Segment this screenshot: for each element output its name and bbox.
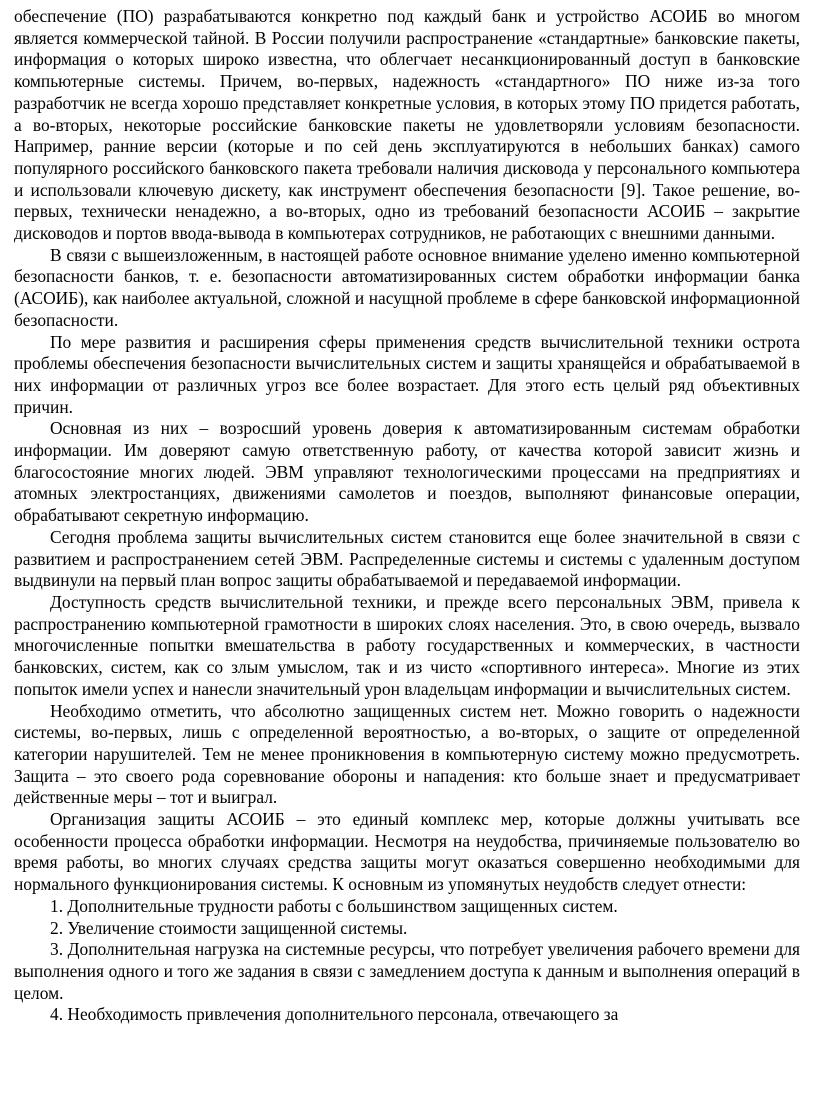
paragraph-no-absolute-security: Необходимо отметить, что абсолютно защищенных систем нет. Можно говорить о надежности системы, во-первых, лишь с определенной вероятностью, а во-вторых, о защите от определенной категории нарушителей. Тем не менее проникновения в компьютерную систему можно предусмотреть. Защита – это своего рода соревнование обороны и нападения: кто больше знает и предусматривает действенные меры – тот и выиграл. bbox=[14, 700, 800, 808]
paragraph-trust-in-systems: Основная из них – возросший уровень доверия к автоматизированным системам обработки информации. Им доверяют самую ответственную работу, от качества которой зависит жизнь и благосостояние многих людей. ЭВМ управляют технологическими процессами на предприятиях и атомных электростанциях, движениями самолетов и поездов, выполняют финансовые операции, обрабатывают секретную информацию. bbox=[14, 418, 800, 526]
paragraph-continuation: обеспечение (ПО) разрабатываются конкретно под каждый банк и устройство АСОИБ во многом является коммерческой тайной. В России получили распространение «стандартные» банковские пакеты, информация о которых широко известна, что облегчает несанкционированный доступ в банковские компьютерные системы. Причем, во-первых, надежность «стандартного» ПО ниже из-за того разработчик не всегда хорошо представляет конкретные условия, в которых этому ПО придется работать, а во-вторых, некоторые российские банковские пакеты не удовлетворяли условиям безопасности. Например, ранние версии (которые и по сей день эксплуатируются в небольших банках) самого популярного российского банковского пакета требовали наличия дисковода у персонального компьютера и использовали ключевую дискету, как инструмент обеспечения безопасности [9]. Такое решение, во-первых, технически ненадежно, а во-вторых, одно из требований безопасности АСОИБ – закрытие дисководов и портов ввода-вывода в компьютерах сотрудников, не работающих с внешними данными. bbox=[14, 6, 800, 244]
paragraph-protection-organization: Организация защиты АСОИБ – это единый комплекс мер, которые должны учитывать все особенности процесса обработки информации. Несмотря на неудобства, причиняемые пользователю во время работы, во многих случаях средства защиты могут оказаться совершенно необходимыми для нормального функционирования системы. К основным из упомянутых неудобств следует отнести: bbox=[14, 809, 800, 895]
paragraph-focus-computer-security: В связи с вышеизложенным, в настоящей работе основное внимание уделено именно компьютерной безопасности банков, т. е. безопасности автоматизированных систем обработки информации банка (АСОИБ), как наиболее актуальной, сложной и насущной проблеме в сфере банковской информационной безопасности. bbox=[14, 244, 800, 330]
list-item-3: 3. Дополнительная нагрузка на системные ресурсы, что потребует увеличения рабочего времени для выполнения одного и того же задания в связи с замедлением доступа к данным и выполнения операций в целом. bbox=[14, 939, 800, 1003]
list-item-4: 4. Необходимость привлечения дополнительного персонала, отвечающего за bbox=[50, 1004, 619, 1025]
list-item-2: 2. Увеличение стоимости защищенной системы. bbox=[50, 917, 408, 938]
list-item-1: 1. Дополнительные трудности работы с большинством защищенных систем. bbox=[50, 895, 618, 916]
paragraph-growing-threats: По мере развития и расширения сферы применения средств вычислительной техники острота проблемы обеспечения безопасности вычислительных систем и защиты хранящейся и обрабатываемой в них информации от различных угроз все более возрастает. Для этого есть целый ряд объективных причин. bbox=[14, 331, 800, 417]
document-page bbox=[14, 6, 800, 1026]
paragraph-networks: Сегодня проблема защиты вычислительных систем становится еще более значительной в связи с развитием и распространением сетей ЭВМ. Распределенные системы и системы с удаленным доступом выдвинули на первый план вопрос защиты обрабатываемой и передаваемой информации. bbox=[14, 526, 800, 591]
paragraph-accessibility: Доступность средств вычислительной техники, и прежде всего персональных ЭВМ, привела к распространению компьютерной грамотности в широких слоях населения. Это, в свою очередь, вызвало многочисленные попытки вмешательства в работу государственных и коммерческих, в частности банковских, систем, как со злым умыслом, так и из чисто «спортивного интереса». Многие из этих попыток имели успех и нанесли значительный урон владельцам информации и вычислительных систем. bbox=[14, 591, 800, 699]
